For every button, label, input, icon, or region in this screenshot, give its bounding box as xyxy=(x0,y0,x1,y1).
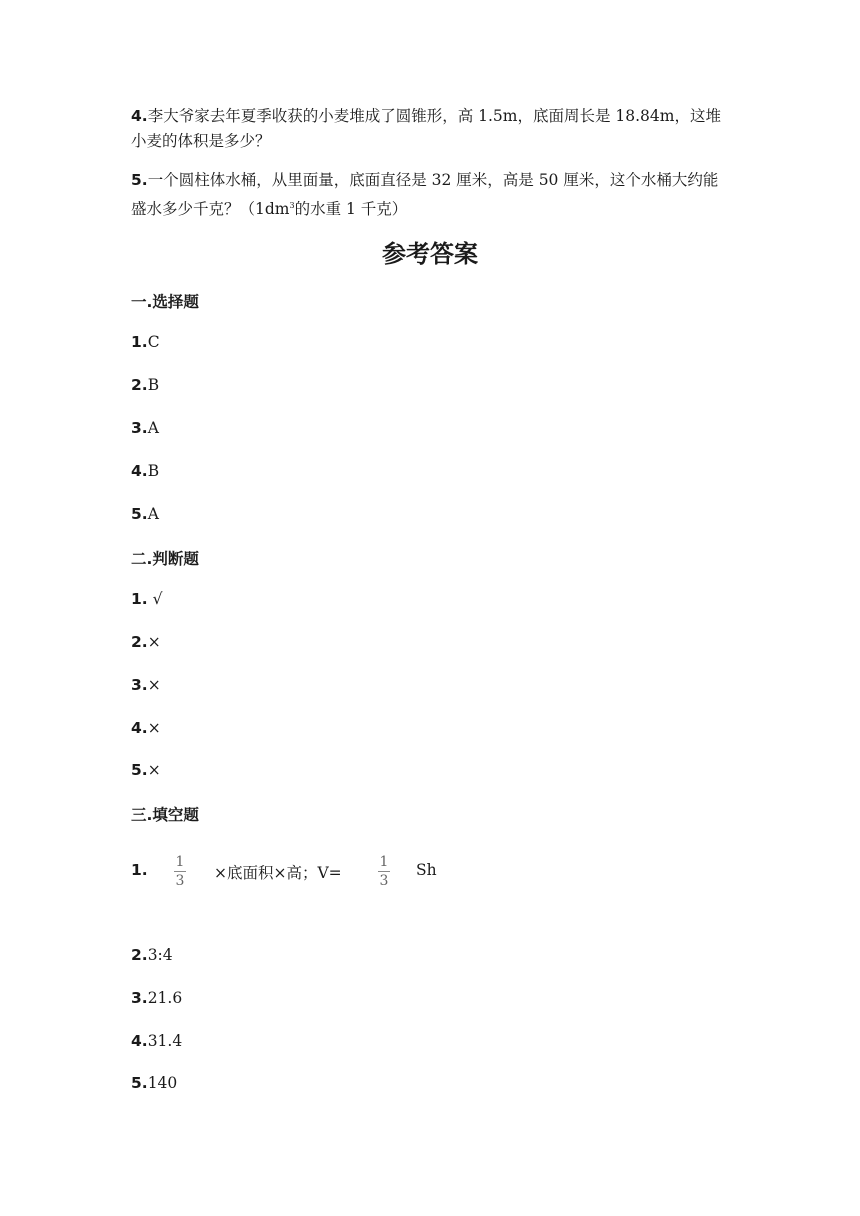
fraction: 1 3 xyxy=(379,854,389,889)
answer-item: 1. √ xyxy=(131,590,163,608)
answer-item: 1. xyxy=(131,861,148,879)
answer-title: 参考答案 xyxy=(382,240,478,268)
question-5: 5.一个圆柱体水桶，从里面量，底面直径是 32 厘米，高是 50 厘米，这个水桶大约能盛水多少千克？（$1dm^3$的水重 1 千克） xyxy=(131,171,719,219)
answer-item: 2.3:4 xyxy=(131,946,173,964)
answer-item: 3.× xyxy=(131,676,161,694)
answer-item: 5.× xyxy=(131,761,161,779)
answer-item: 4.× xyxy=(131,719,161,737)
answer-text: ×底面积×高；V= xyxy=(214,864,342,882)
section-heading-fill: 三.填空题 xyxy=(131,806,199,824)
fraction: 1 3 xyxy=(175,854,185,889)
answer-item: 3.21.6 xyxy=(131,989,183,1007)
section-heading-judge: 二.判断题 xyxy=(131,550,199,568)
answer-item: 5.140 xyxy=(131,1074,178,1092)
answer-item: 3.A xyxy=(131,419,159,437)
answer-text: Sh xyxy=(416,861,437,879)
section-heading-choice: 一.选择题 xyxy=(131,293,199,311)
answer-item: 4.31.4 xyxy=(131,1032,183,1050)
answer-item: 4.B xyxy=(131,462,160,480)
question-4: 4.李大爷家去年夏季收获的小麦堆成了圆锥形，高 1.5m，底面周长是 18.84m，这堆小麦的体积是多少？ xyxy=(131,107,721,150)
answer-item: 5.A xyxy=(131,505,159,523)
answer-item: 1.C xyxy=(131,333,160,351)
answer-item: 2.B xyxy=(131,376,160,394)
answer-item: 2.× xyxy=(131,633,161,651)
